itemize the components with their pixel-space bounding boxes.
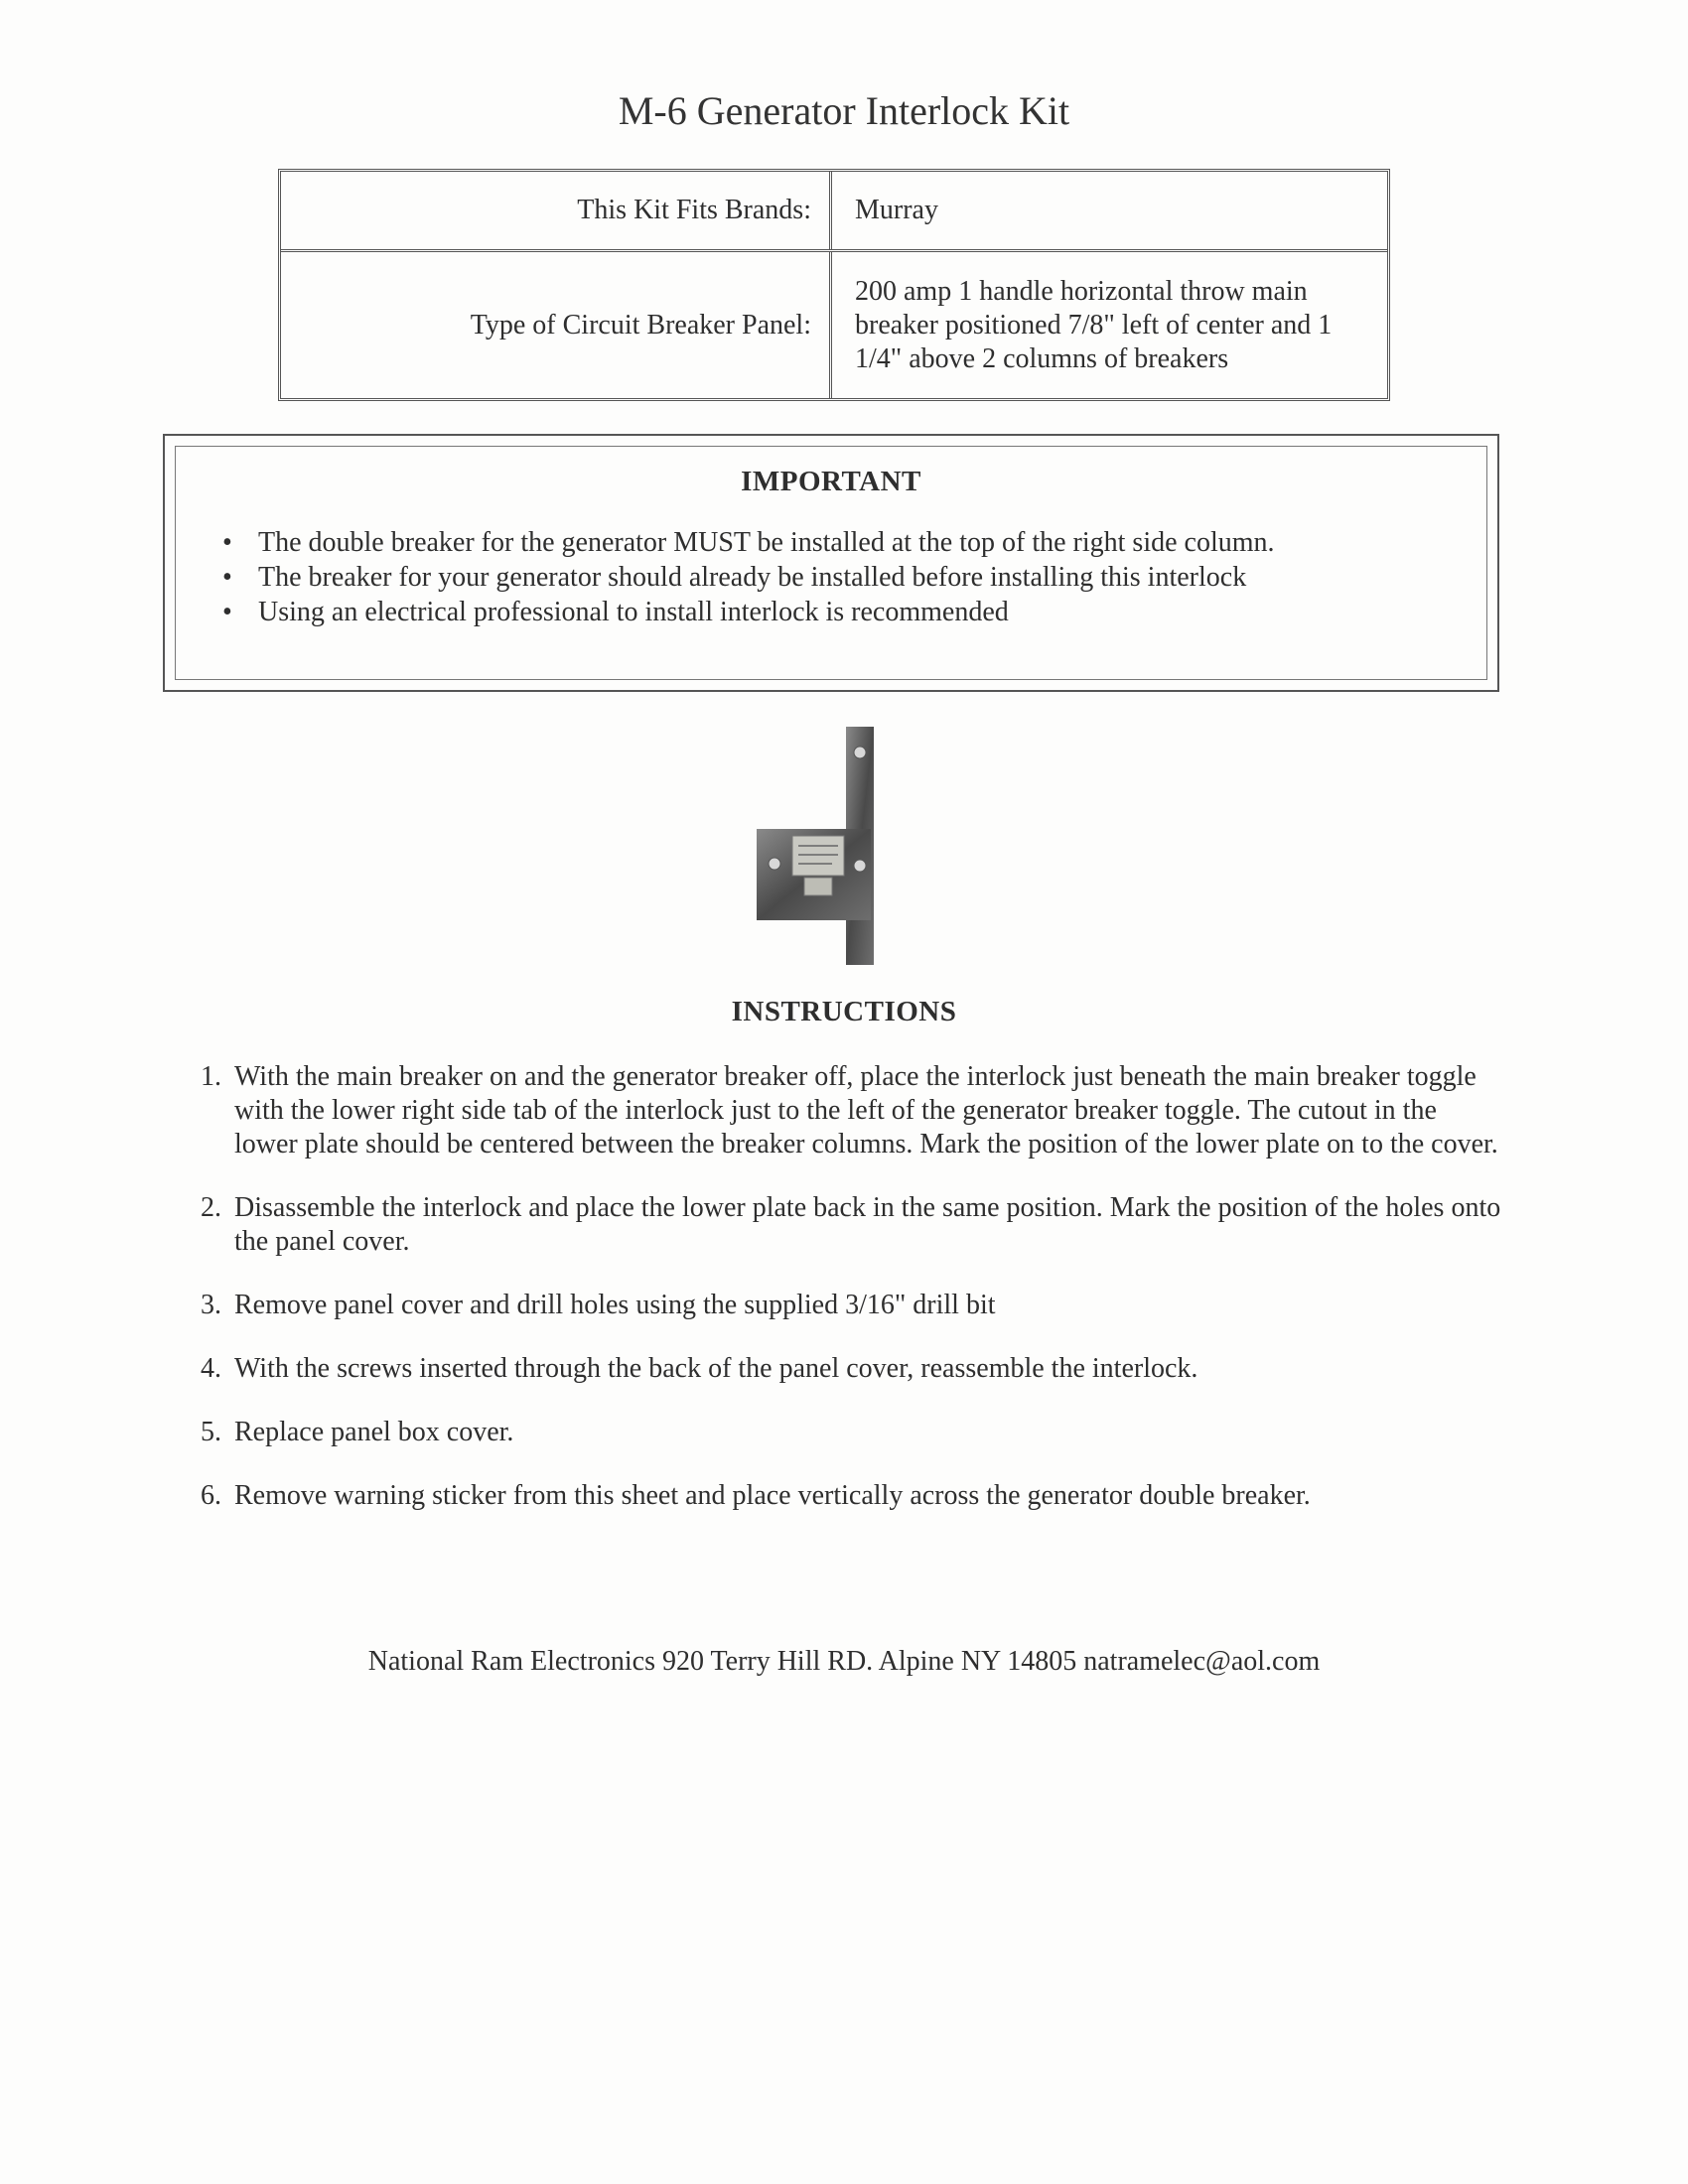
important-item-text: Using an electrical professional to install interlock is recommended [258,597,1009,627]
spec-row-panel-type [281,252,1387,398]
instruction-step [201,1416,1501,1449]
spec-table [278,169,1390,401]
instruction-steps [201,1060,1501,1543]
spec-row-brands [281,172,1387,252]
screw-icon [769,858,780,870]
important-box [163,434,1499,692]
important-item-text: The breaker for your generator should already be installed before installing this interlock [258,562,1247,593]
important-item [222,595,1275,629]
screw-icon [854,860,866,872]
step-text: With the screws inserted through the back of the panel cover, reassemble the interlock. [234,1353,1198,1384]
bullet-icon: • [222,527,232,558]
instruction-step [201,1191,1501,1259]
spec-value-panel-type: 200 amp 1 handle horizontal throw main breaker positioned 7/8" left of center and 1 1/4" above 2 columns of breakers [855,275,1333,374]
important-list [222,525,1275,629]
screw-icon [854,747,866,758]
step-number: 2. [201,1192,221,1223]
important-title: IMPORTANT [741,466,921,497]
bullet-icon: • [222,597,232,627]
instruction-step [201,1352,1501,1386]
spec-value-brands: Murray [855,195,938,225]
instructions-title: INSTRUCTIONS [731,996,957,1027]
interlock-plate-photo [755,725,899,968]
step-text: Disassemble the interlock and place the lower plate back in the same position. Mark the position of the holes onto the panel cover. [234,1192,1501,1257]
step-number: 1. [201,1061,221,1092]
footer-contact: National Ram Electronics 920 Terry Hill RD. Alpine NY 14805 natramelec@aol.com [367,1646,1321,1677]
step-number: 5. [201,1417,221,1447]
document-title: M-6 Generator Interlock Kit [618,88,1070,133]
important-item [222,560,1275,595]
spec-label-brands: This Kit Fits Brands: [281,172,832,249]
step-number: 6. [201,1480,221,1511]
step-number: 3. [201,1290,221,1320]
instruction-step [201,1289,1501,1322]
step-text: Remove warning sticker from this sheet and place vertically across the generator double breaker. [234,1480,1311,1511]
bullet-icon: • [222,562,232,593]
instruction-step [201,1479,1501,1513]
instruction-step [201,1060,1501,1161]
step-text: With the main breaker on and the generator breaker off, place the interlock just beneath the main breaker toggle with the lower right side tab of the interlock just to the left of the generator breaker toggle. The cutout in the lower plate should be centered between the breaker columns. Mark the position of the lower plate on to the cover. [234,1061,1498,1160]
step-number: 4. [201,1353,221,1384]
important-item-text: The double breaker for the generator MUST be installed at the top of the right side column. [258,527,1275,558]
important-item [222,525,1275,560]
spec-label-panel-type: Type of Circuit Breaker Panel: [281,252,832,398]
step-text: Replace panel box cover. [234,1417,514,1447]
step-text: Remove panel cover and drill holes using the supplied 3/16" drill bit [234,1290,996,1320]
warning-label [792,836,844,876]
